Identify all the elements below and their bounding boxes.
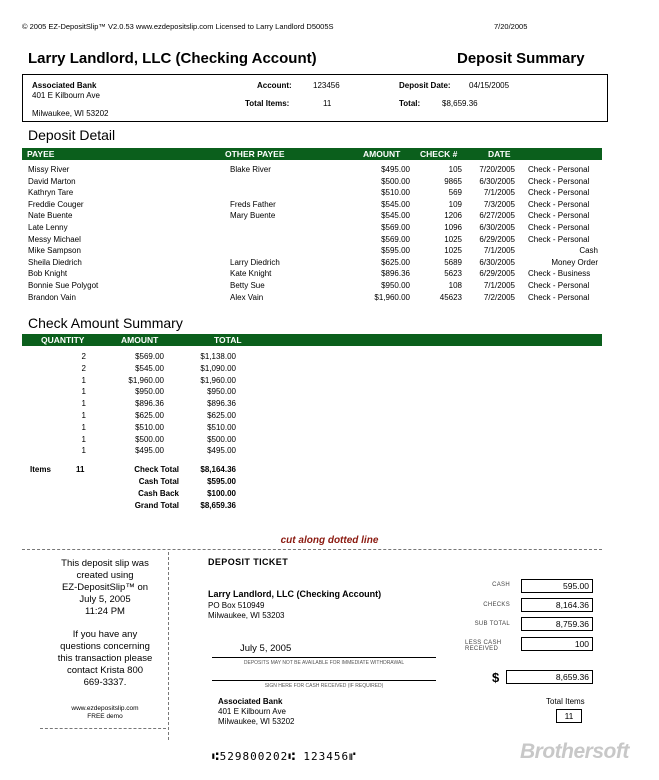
stub-line: questions concerning — [60, 641, 150, 652]
col-quantity: QUANTITY — [41, 335, 85, 345]
bank-address-2: Milwaukee, WI 53202 — [32, 109, 109, 118]
summary-cell: $1,960.00 — [128, 375, 164, 385]
table-cell: $569.00 — [381, 234, 410, 244]
table-row — [0, 223, 659, 235]
table-cell: Late Lenny — [28, 223, 68, 232]
micr-line: ⑆529800202⑆ 123456⑈ — [212, 750, 357, 763]
subtotal-box-label: SUB TOTAL — [474, 621, 510, 627]
stub-line: created using — [76, 570, 134, 581]
ticket-total-items-label: Total Items — [546, 697, 585, 706]
check-total-value: $8,164.36 — [200, 465, 236, 474]
table-cell: 6/29/2005 — [479, 269, 515, 279]
summary-cell: $545.00 — [135, 363, 164, 373]
subtotal-box: 8,759.36 — [521, 617, 593, 631]
ticket-name: Larry Landlord, LLC (Checking Account) — [208, 589, 382, 599]
signature-line — [212, 680, 436, 681]
table-row — [0, 177, 659, 189]
table-cell: 105 — [448, 165, 462, 174]
table-cell: Bob Knight — [28, 269, 68, 279]
summary-title: Deposit Summary — [457, 50, 585, 67]
stub-line: 11:24 PM — [85, 606, 125, 617]
table-cell: Kate Knight — [230, 269, 272, 279]
stub-line: If you have any — [72, 629, 138, 640]
table-row — [0, 246, 659, 258]
account-title: Larry Landlord, LLC (Checking Account) — [28, 50, 317, 67]
ticket-bank-address-1: 401 E Kilbourn Ave — [218, 707, 286, 716]
items-value: 11 — [76, 465, 85, 474]
table-cell: 7/1/2005 — [483, 281, 515, 290]
table-cell: 7/1/2005 — [483, 246, 515, 256]
table-cell: Cash — [579, 246, 598, 256]
cut-line-label: cut along dotted line — [280, 535, 379, 546]
dollar-sign: $ — [492, 670, 500, 685]
list-item — [0, 411, 659, 423]
stub-site: www.ezdepositslip.com — [71, 705, 139, 712]
header-date: 7/20/2005 — [494, 22, 528, 31]
table-row — [0, 281, 659, 293]
table-cell: 6/30/2005 — [479, 223, 515, 232]
stub-line: This deposit slip was — [61, 558, 149, 569]
table-cell: 7/20/2005 — [479, 165, 515, 174]
list-item — [0, 364, 659, 376]
table-cell: 6/29/2005 — [479, 234, 515, 244]
table-cell: 1096 — [444, 223, 462, 232]
cut-line — [22, 549, 602, 550]
table-cell: Freddie Couger — [28, 199, 84, 209]
table-cell: 5623 — [444, 269, 462, 279]
stub-line: contact Krista 800 — [66, 665, 144, 676]
col-summary-total: TOTAL — [214, 335, 242, 345]
table-cell: Check - Personal — [528, 211, 590, 221]
stub-bottom-line — [40, 728, 166, 729]
table-row — [0, 269, 659, 281]
table-cell: David Marton — [28, 176, 76, 186]
summary-cell: 1 — [81, 399, 86, 409]
ticket-bank-name: Associated Bank — [218, 697, 283, 706]
table-cell: Check - Personal — [528, 165, 590, 174]
summary-cell: $1,138.00 — [200, 352, 236, 361]
table-cell: 7/1/2005 — [483, 188, 515, 198]
summary-cell: 2 — [81, 363, 86, 373]
table-row — [0, 293, 659, 305]
summary-cell: $500.00 — [207, 434, 236, 444]
stub-line: 669-3337. — [83, 677, 127, 688]
table-cell: Brandon Vain — [28, 292, 76, 302]
cash-box-label: CASH — [492, 582, 510, 588]
table-cell: Mike Sampson — [28, 246, 81, 256]
table-cell: Kathryn Tare — [28, 188, 74, 198]
grand-total-value: $8,659.36 — [200, 501, 236, 510]
stub-line: EZ-DepositSlip™ on — [61, 582, 149, 593]
table-row — [0, 235, 659, 247]
table-cell: Missy River — [28, 165, 70, 174]
table-cell: 1025 — [444, 234, 462, 244]
ticket-date: July 5, 2005 — [240, 643, 292, 654]
col-amount: AMOUNT — [363, 149, 401, 159]
ticket-bank-address-2: Milwaukee, WI 53202 — [218, 717, 295, 726]
table-cell: Betty Sue — [230, 281, 265, 290]
table-row — [0, 200, 659, 212]
detail-header-bar — [22, 148, 602, 160]
summary-cell: 1 — [81, 446, 86, 456]
table-cell: Blake River — [230, 165, 271, 174]
cash-box: 595.00 — [521, 579, 593, 593]
table-cell: Check - Personal — [528, 292, 590, 302]
table-cell: 108 — [448, 281, 462, 290]
grand-total-label: Grand Total — [134, 501, 179, 510]
summary-cell: $495.00 — [135, 446, 164, 456]
summary-cell: 2 — [81, 352, 86, 361]
table-cell: Check - Personal — [528, 223, 590, 232]
table-cell: Check - Personal — [528, 281, 590, 290]
stub-demo: FREE demo — [87, 713, 123, 720]
ticket-title: DEPOSIT TICKET — [208, 557, 289, 567]
bank-name: Associated Bank — [32, 81, 97, 90]
table-cell: 6/27/2005 — [479, 211, 515, 221]
table-cell: 7/2/2005 — [483, 292, 515, 302]
col-other-payee: OTHER PAYEE — [225, 149, 285, 159]
table-cell: 109 — [448, 199, 462, 209]
table-cell: Mary Buente — [230, 211, 276, 221]
table-cell: $950.00 — [381, 281, 410, 290]
table-cell: Messy Michael — [28, 234, 81, 244]
deposit-detail-heading: Deposit Detail — [28, 127, 116, 143]
availability-notice: DEPOSITS MAY NOT BE AVAILABLE FOR IMMEDIATE WITHDRAWAL — [243, 660, 405, 666]
summary-cell: $950.00 — [207, 387, 236, 397]
table-cell: $1,960.00 — [374, 292, 410, 302]
table-cell: 45623 — [439, 292, 462, 302]
table-cell: Check - Personal — [528, 176, 590, 186]
summary-cell: $950.00 — [135, 387, 164, 397]
table-cell: $545.00 — [381, 199, 410, 209]
summary-cell: 1 — [81, 411, 86, 420]
summary-cell: 1 — [81, 422, 86, 432]
list-item — [0, 423, 659, 435]
table-cell: Sheila Diedrich — [28, 257, 82, 267]
summary-cell: $510.00 — [207, 422, 236, 432]
table-cell: $569.00 — [381, 223, 410, 232]
check-summary-heading: Check Amount Summary — [28, 315, 183, 331]
summary-cell: 1 — [81, 434, 86, 444]
deposit-date-label: Deposit Date: — [399, 81, 451, 90]
deposit-date-value: 04/15/2005 — [469, 81, 510, 90]
table-cell: $896.36 — [381, 269, 410, 279]
summary-cell: $495.00 — [207, 446, 236, 456]
summary-cell: $1,090.00 — [200, 363, 236, 373]
table-row — [0, 211, 659, 223]
table-cell: Nate Buente — [28, 211, 73, 221]
stub-info — [40, 558, 170, 689]
account-label: Account: — [257, 81, 292, 90]
ticket-address-2: Milwaukee, WI 53203 — [208, 611, 285, 620]
table-cell: $625.00 — [381, 257, 410, 267]
list-item — [0, 446, 659, 458]
cash-total-label: Cash Total — [138, 477, 179, 486]
checks-box-label: CHECKS — [483, 602, 510, 608]
table-cell: $545.00 — [381, 211, 410, 221]
stub-line: this transaction please — [57, 653, 153, 664]
table-cell: 9865 — [444, 176, 462, 186]
table-row — [0, 188, 659, 200]
table-cell: $595.00 — [381, 246, 410, 256]
less-cash-box: 100 — [521, 637, 593, 651]
col-check-number: CHECK # — [420, 149, 458, 159]
table-cell: 5689 — [444, 257, 462, 267]
table-cell: $510.00 — [381, 188, 410, 198]
less-cash-label-1: LESS CASH — [465, 640, 502, 646]
summary-cell: $625.00 — [207, 411, 236, 420]
table-cell: Alex Vain — [230, 292, 264, 302]
list-item — [0, 352, 659, 364]
summary-cell: $500.00 — [135, 434, 164, 444]
total-value: $8,659.36 — [442, 99, 478, 108]
list-item — [0, 435, 659, 447]
list-item — [0, 376, 659, 388]
table-cell: 7/3/2005 — [483, 199, 515, 209]
summary-cell: $896.36 — [135, 399, 164, 409]
table-cell: 569 — [448, 188, 462, 198]
summary-cell: $1,960.00 — [200, 375, 236, 385]
total-label: Total: — [399, 99, 421, 108]
less-cash-label — [440, 640, 510, 652]
table-cell: Check - Business — [528, 269, 591, 279]
less-cash-label-2: RECEIVED — [465, 646, 499, 652]
table-cell: 1206 — [444, 211, 462, 221]
table-cell: Check - Personal — [528, 199, 590, 209]
list-item — [0, 399, 659, 411]
date-line — [212, 657, 436, 658]
account-box — [22, 74, 608, 122]
list-item — [0, 387, 659, 399]
deposit-total-box: 8,659.36 — [506, 670, 593, 684]
table-cell: Money Order — [551, 257, 598, 267]
table-row — [0, 165, 659, 177]
table-cell: Check - Personal — [528, 188, 590, 198]
summary-cell: $510.00 — [135, 422, 164, 432]
cash-back-value: $100.00 — [207, 489, 236, 498]
cash-total-value: $595.00 — [207, 477, 236, 486]
summary-cell: $625.00 — [135, 411, 164, 420]
summary-cell: 1 — [81, 387, 86, 397]
signature-notice: SIGN HERE FOR CASH RECEIVED (IF REQUIRED) — [264, 683, 384, 689]
total-items-label: Total Items: — [245, 99, 290, 108]
summary-cell: $896.36 — [207, 399, 236, 409]
total-items-value: 11 — [323, 99, 332, 108]
ticket-total-items-box: 11 — [556, 709, 582, 723]
table-cell: 6/30/2005 — [479, 257, 515, 267]
copyright-line: © 2005 EZ-DepositSlip™ V2.0.53 www.ezdepositslip.com Licensed to Larry Landlord D5005S — [22, 22, 334, 31]
brothersoft-watermark: Brothersoft — [520, 740, 629, 763]
items-label: Items — [30, 465, 51, 474]
table-cell: Larry Diedrich — [230, 257, 280, 267]
table-cell: $500.00 — [381, 176, 410, 186]
check-total-label: Check Total — [134, 465, 179, 474]
ticket-address-1: PO Box 510949 — [208, 601, 265, 610]
summary-header-bar — [22, 334, 602, 346]
col-date: DATE — [488, 149, 511, 159]
table-cell: Check - Personal — [528, 234, 590, 244]
checks-box: 8,164.36 — [521, 598, 593, 612]
table-row — [0, 258, 659, 270]
summary-cell: 1 — [81, 375, 86, 385]
account-value: 123456 — [313, 81, 340, 90]
table-cell: 6/30/2005 — [479, 176, 515, 186]
col-summary-amount: AMOUNT — [121, 335, 159, 345]
stub-line: July 5, 2005 — [79, 594, 131, 605]
cash-back-label: Cash Back — [138, 489, 179, 498]
table-cell: $495.00 — [381, 165, 410, 174]
table-cell: Freds Father — [230, 199, 276, 209]
table-cell: 1025 — [444, 246, 462, 256]
summary-cell: $569.00 — [135, 352, 164, 361]
bank-address-1: 401 E Kilbourn Ave — [32, 91, 100, 100]
table-cell: Bonnie Sue Polygot — [28, 281, 99, 290]
col-payee: PAYEE — [27, 149, 55, 159]
